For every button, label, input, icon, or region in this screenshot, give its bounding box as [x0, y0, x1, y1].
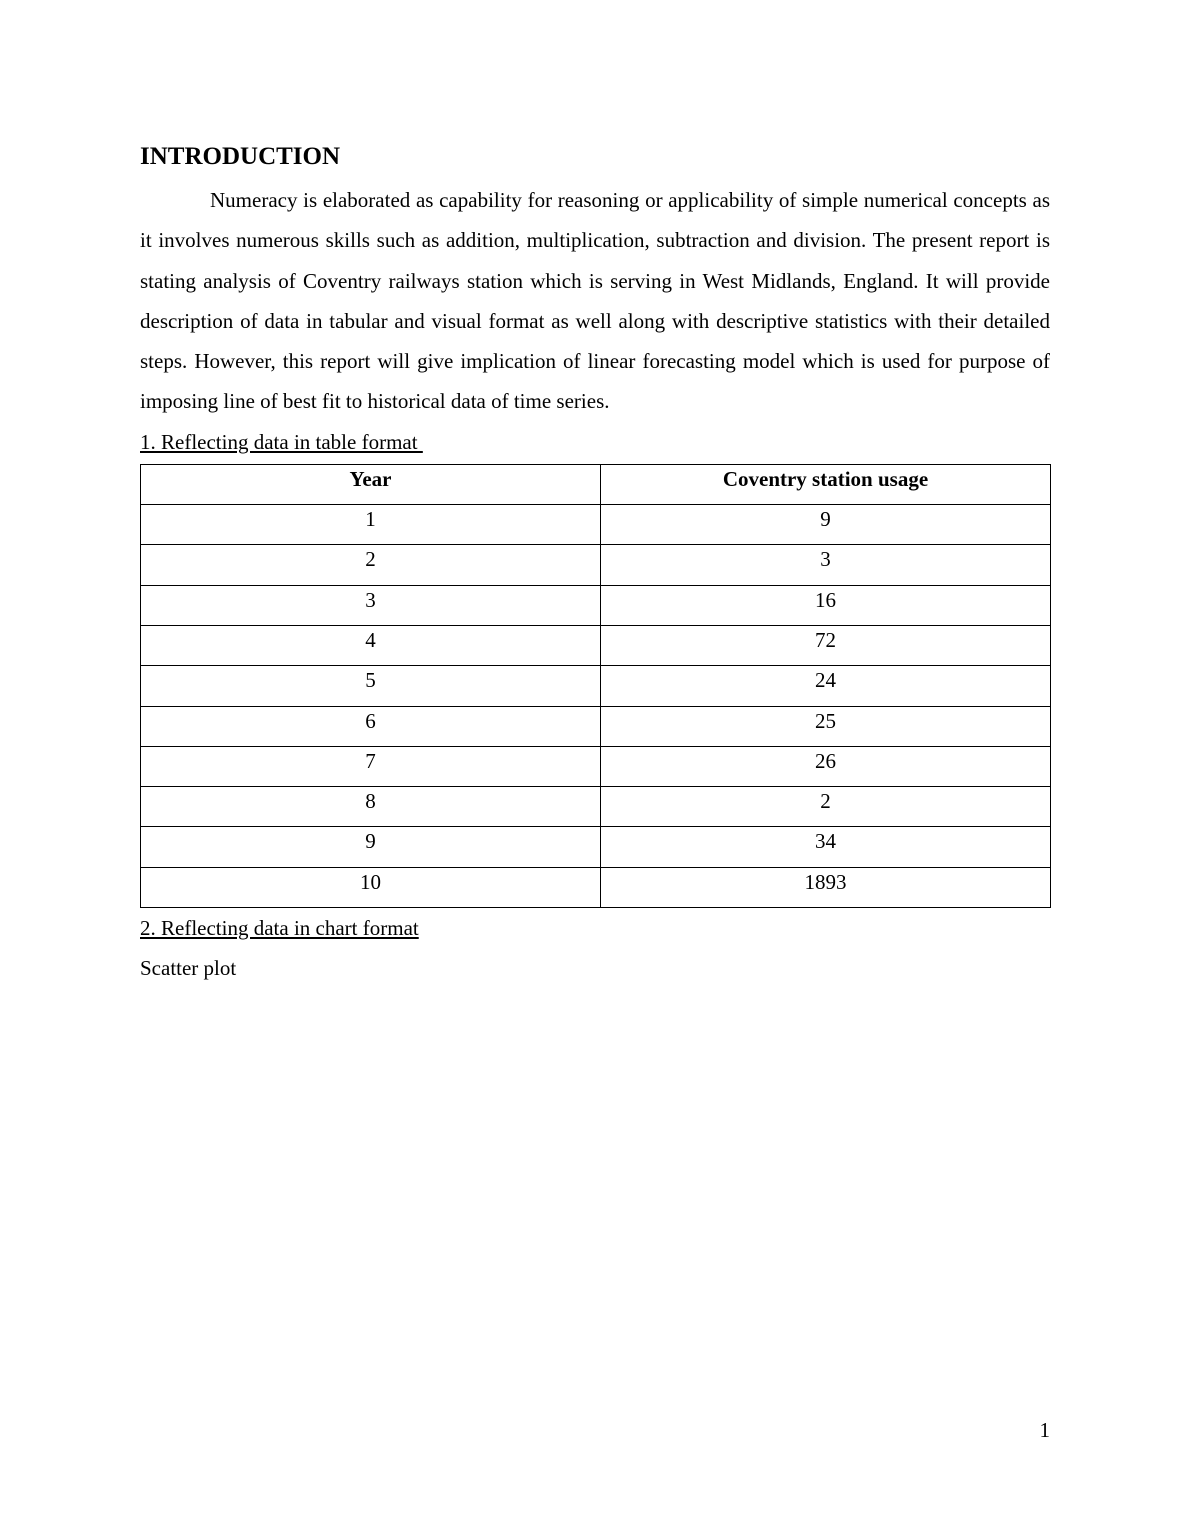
cell-usage: 34 [601, 827, 1051, 867]
table-row [141, 666, 1051, 706]
page-number: 1 [1039, 1418, 1050, 1442]
table-row [141, 867, 1051, 907]
chart-caption: Scatter plot [140, 956, 237, 981]
table-row [141, 706, 1051, 746]
header-usage: Coventry station usage [601, 464, 1051, 504]
table-row [141, 505, 1051, 545]
cell-usage: 25 [601, 706, 1051, 746]
cell-year: 3 [141, 585, 601, 625]
usage-table [140, 464, 1051, 908]
cell-year: 1 [141, 505, 601, 545]
cell-usage: 24 [601, 666, 1051, 706]
table-row [141, 827, 1051, 867]
table-row [141, 746, 1051, 786]
cell-usage: 3 [601, 545, 1051, 585]
cell-year: 9 [141, 827, 601, 867]
cell-year: 4 [141, 625, 601, 665]
cell-year: 8 [141, 787, 601, 827]
section-table-heading: 1. Reflecting data in table format [140, 429, 423, 454]
table-row [141, 545, 1051, 585]
header-year: Year [141, 464, 601, 504]
cell-usage: 1893 [601, 867, 1051, 907]
page-title: INTRODUCTION [140, 143, 341, 170]
cell-year: 2 [141, 545, 601, 585]
cell-year: 5 [141, 666, 601, 706]
cell-year: 6 [141, 706, 601, 746]
table-header-row [141, 464, 1051, 504]
cell-usage: 16 [601, 585, 1051, 625]
cell-year: 7 [141, 746, 601, 786]
section-chart-heading: 2. Reflecting data in chart format [140, 916, 419, 941]
cell-usage: 72 [601, 625, 1051, 665]
page-content [140, 140, 1050, 988]
table-row [141, 585, 1051, 625]
cell-year: 10 [141, 867, 601, 907]
intro-paragraph: Numeracy is elaborated as capability for reasoning or applicability of simple numerical concepts as it involves numerous skills such as addition, multiplication, subtraction and division. The present report is stating analysis of Coventry railways station which is serving in West Midlands, England. It will provide description of data in tabular and visual format as well along with descriptive statistics with their detailed steps. However, this report will give implication of linear forecasting model which is used for purpose of imposing line of best fit to historical data of time series. [140, 188, 1050, 414]
cell-usage: 2 [601, 787, 1051, 827]
cell-usage: 9 [601, 505, 1051, 545]
table-row [141, 625, 1051, 665]
cell-usage: 26 [601, 746, 1051, 786]
table-row [141, 787, 1051, 827]
